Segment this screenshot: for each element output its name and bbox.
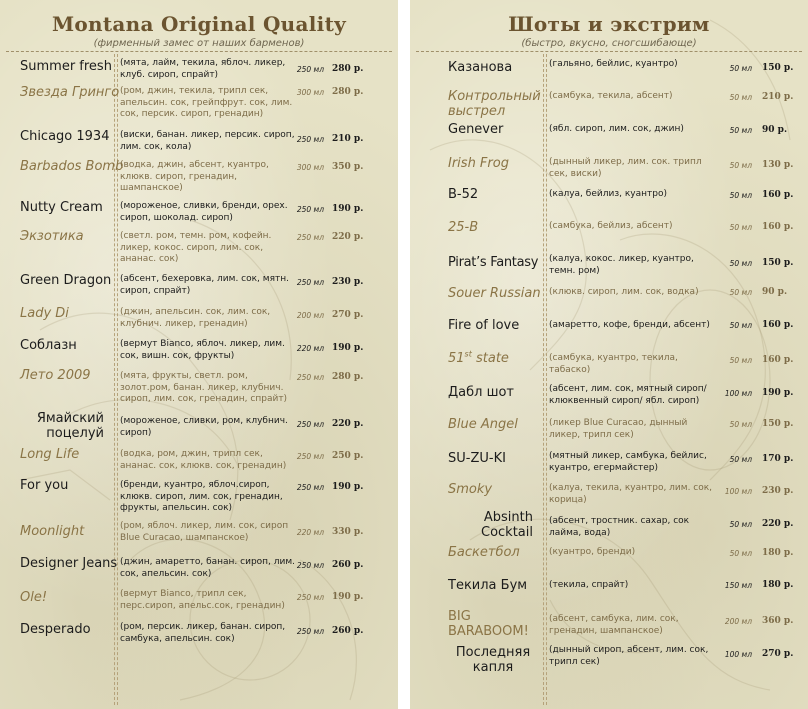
- item-ingredients: (мята, фрукты, светл. ром, золот.ром, банан. ликер, клубнич. сироп, лим. сок, гренадин, спрайт): [120, 371, 288, 404]
- item-ingredients: (мороженое, сливки, ром, клубнич. сироп): [120, 416, 288, 438]
- item-volume: 50 мл: [729, 549, 752, 558]
- item-ingredients: (абсент, самбука, лим. сок, гренадин, шампанское): [549, 614, 679, 636]
- item-ingredients: (мятный ликер, самбука, бейлис, куантро, егермайстер): [549, 451, 707, 473]
- item-ingredients: (самбука, куантро, текила, табаско): [549, 353, 678, 375]
- item-volume: 250 мл: [296, 420, 324, 429]
- item-price: 180 р.: [762, 580, 794, 590]
- item-name: Последняя капля: [455, 645, 531, 675]
- item-name: Ole!: [20, 590, 48, 605]
- item-name: BIG BARABOOM!: [448, 609, 529, 639]
- item-name: Moonlight: [20, 524, 85, 539]
- item-name-superscript: st: [464, 349, 472, 359]
- item-name: Designer Jeans: [20, 556, 118, 571]
- item-ingredients: (текила, спрайт): [549, 580, 629, 590]
- item-name: Chicago 1934: [20, 129, 110, 144]
- item-price: 170 р.: [762, 454, 794, 464]
- item-ingredients: (мороженое, сливки, бренди, орех. сироп, шоколад. сироп): [120, 201, 288, 223]
- item-name: B-52: [448, 187, 479, 202]
- item-volume: 250 мл: [296, 561, 324, 570]
- item-ingredients: (амаретто, кофе, бренди, абсент): [549, 320, 710, 330]
- item-price: 190 р.: [332, 482, 364, 492]
- item-name: Genever: [448, 122, 504, 137]
- item-price: 90 р.: [762, 125, 788, 135]
- item-name: Green Dragon: [20, 273, 112, 288]
- item-ingredients: (дынный ликер, лим. сок. трипл сек, виски): [549, 157, 702, 179]
- item-price: 190 р.: [332, 204, 364, 214]
- item-volume: 50 мл: [729, 520, 752, 529]
- item-price: 190 р.: [762, 388, 794, 398]
- item-name: Дабл шот: [448, 385, 515, 400]
- item-price: 260 р.: [332, 560, 364, 570]
- item-volume: 250 мл: [296, 373, 324, 382]
- item-name: Звезда Гринго: [20, 85, 120, 100]
- menu-page-cocktails: [0, 0, 398, 709]
- item-price: 210 р.: [332, 134, 364, 144]
- page-subtitle: (быстро, вкусно, сногсшибающе): [521, 38, 697, 49]
- item-price: 90 р.: [762, 287, 788, 297]
- item-price: 160 р.: [762, 190, 794, 200]
- item-volume: 250 мл: [296, 233, 324, 242]
- item-name: Соблазн: [20, 338, 77, 353]
- item-price: 190 р.: [332, 592, 364, 602]
- item-ingredients: (калуа, бейлиз, куантро): [549, 189, 667, 199]
- item-name: Fire of love: [448, 318, 520, 333]
- item-name-number: 51: [448, 351, 465, 366]
- item-volume: 250 мл: [296, 627, 324, 636]
- item-volume: 50 мл: [729, 93, 752, 102]
- item-ingredients: (дынный сироп, абсент, лим. сок, трипл сек): [549, 645, 709, 667]
- item-price: 270 р.: [332, 310, 364, 320]
- item-name: Nutty Cream: [20, 200, 103, 215]
- item-name: Текила Бум: [448, 578, 528, 593]
- item-volume: 50 мл: [729, 288, 752, 297]
- item-name: Irish Frog: [448, 156, 509, 171]
- item-ingredients: (клюкв. сироп, лим. сок, водка): [549, 287, 699, 297]
- item-volume: 250 мл: [296, 593, 324, 602]
- page-subtitle: (фирменный замес от наших барменов): [93, 38, 305, 49]
- item-volume: 50 мл: [729, 126, 752, 135]
- item-name: Контрольный выстрел: [448, 89, 541, 119]
- item-name: Баскетбол: [448, 545, 520, 560]
- item-volume: 100 мл: [724, 389, 752, 398]
- item-price: 280 р.: [332, 87, 364, 97]
- item-ingredients: (джин, амаретто, банан. сироп, лим. сок, апельсин. сок): [120, 557, 296, 579]
- item-name: SU-ZU-KI: [448, 451, 506, 466]
- item-ingredients: (куантро, бренди): [549, 547, 636, 557]
- item-name: Desperado: [20, 622, 91, 637]
- item-volume: 220 мл: [296, 344, 324, 353]
- item-ingredients: (абсент, лим. сок, мятный сироп/ клюквенный сироп/ ябл. сироп): [549, 384, 707, 406]
- item-ingredients: (ром, персик. ликер, банан. сироп, самбука, апельсин. сок): [120, 622, 286, 644]
- item-name: Souer Russian: [448, 286, 541, 301]
- item-ingredients: (мята, лайм, текила, яблоч. ликер, клуб. сироп, спрайт): [120, 58, 286, 80]
- item-price: 130 р.: [762, 160, 794, 170]
- item-price: 150 р.: [762, 63, 794, 73]
- item-volume: 220 мл: [296, 528, 324, 537]
- item-price: 160 р.: [762, 320, 794, 330]
- menu-list: [0, 0, 398, 709]
- item-ingredients: (джин, апельсин. сок, лим. сок, клубнич. ликер, гренадин): [120, 307, 271, 329]
- item-volume: 200 мл: [296, 311, 324, 320]
- item-price: 260 р.: [332, 626, 364, 636]
- item-price: 150 р.: [762, 419, 794, 429]
- page-title: Montana Original Quality: [51, 12, 347, 36]
- item-price: 270 р.: [762, 649, 794, 659]
- item-ingredients: (ликер Blue Curacao, дынный ликер, трипл сек): [549, 418, 688, 440]
- item-volume: 100 мл: [724, 487, 752, 496]
- item-ingredients: (водка, ром, джин, трипл сек, ананас. сок, клюкв. сок, гренадин): [120, 449, 287, 471]
- item-volume: 250 мл: [296, 65, 324, 74]
- item-price: 220 р.: [332, 232, 364, 242]
- item-volume: 50 мл: [729, 64, 752, 73]
- item-ingredients: (ябл. сироп, лим. сок, джин): [549, 124, 684, 134]
- item-ingredients: (гальяно, бейлис, куантро): [549, 59, 678, 69]
- item-price: 190 р.: [332, 343, 364, 353]
- item-volume: 50 мл: [729, 420, 752, 429]
- item-price: 180 р.: [762, 548, 794, 558]
- item-name: Barbados Bomb: [20, 159, 124, 174]
- item-volume: 250 мл: [296, 135, 324, 144]
- item-name: 25-B: [448, 220, 479, 235]
- item-volume: 250 мл: [296, 483, 324, 492]
- item-volume: 250 мл: [296, 452, 324, 461]
- item-price: 160 р.: [762, 222, 794, 232]
- item-ingredients: (самбука, бейлиз, абсент): [549, 221, 673, 231]
- menu-list: [410, 0, 808, 709]
- item-ingredients: (светл. ром, темн. ром, кофейн. ликер, кокос. сироп, лим. сок, ананас. сок): [120, 231, 272, 264]
- item-name: Лето 2009: [20, 368, 91, 383]
- item-volume: 250 мл: [296, 278, 324, 287]
- item-price: 280 р.: [332, 64, 364, 74]
- item-ingredients: (абсент, тростник. сахар, сок лайма, вода): [549, 516, 690, 538]
- item-volume: 50 мл: [729, 191, 752, 200]
- item-price: 230 р.: [332, 277, 364, 287]
- item-price: 350 р.: [332, 162, 364, 172]
- item-ingredients: (ром, яблоч. ликер, лим. сок, сироп Blue Curacao, шампанское): [120, 521, 289, 543]
- item-name: Ямайский поцелуй: [36, 411, 104, 441]
- item-name-suffix: state: [471, 351, 509, 366]
- item-volume: 50 мл: [729, 161, 752, 170]
- item-volume: 200 мл: [724, 617, 752, 626]
- item-ingredients: (вермут Bianco, трипл сек, перс.сироп, апельс.сок, гренадин): [120, 589, 285, 611]
- item-price: 360 р.: [762, 616, 794, 626]
- page-title: Шоты и экстрим: [508, 12, 710, 36]
- item-name: Экзотика: [20, 229, 84, 244]
- item-ingredients: (бренди, куантро, яблоч.сироп, клюкв. сироп, лим. сок, гренадин, фрукты, апельсин. сок): [120, 480, 283, 513]
- item-name: For you: [20, 478, 69, 493]
- item-ingredients: (калуа, текила, куантро, лим. сок, корица): [549, 483, 713, 505]
- item-name: [448, 351, 544, 366]
- item-ingredients: (водка, джин, абсент, куантро, клюкв. сироп, гренадин, шампанское): [120, 160, 269, 193]
- item-price: 330 р.: [332, 527, 364, 537]
- item-ingredients: (ром, джин, текила, трипл сек, апельсин. сок, грейпфрут. сок, лим. сок, персик. сироп, гренадин): [120, 86, 293, 119]
- item-price: 210 р.: [762, 92, 794, 102]
- item-ingredients: (вермут Bianco, яблоч. ликер, лим. сок, вишн. сок, фрукты): [120, 339, 285, 361]
- item-volume: 100 мл: [724, 650, 752, 659]
- item-name: Казанова: [448, 60, 513, 75]
- item-ingredients: (самбука, текила, абсент): [549, 91, 673, 101]
- item-name: Smoky: [448, 482, 493, 497]
- item-ingredients: (виски, банан. ликер, персик. сироп, лим. сок, кола): [120, 130, 295, 152]
- item-volume: 50 мл: [729, 356, 752, 365]
- item-name: Absinth Cocktail: [481, 510, 533, 540]
- item-price: 280 р.: [332, 372, 364, 382]
- item-price: 250 р.: [332, 451, 364, 461]
- menu-page-shots: [410, 0, 808, 709]
- item-ingredients: (абсент, бехеровка, лим. сок, мятн. сироп, спрайт): [120, 274, 289, 296]
- item-name: Long Life: [20, 447, 80, 462]
- item-ingredients: (калуа, кокос. ликер, куантро, темн. ром): [549, 254, 694, 276]
- item-volume: 250 мл: [296, 205, 324, 214]
- item-volume: 50 мл: [729, 259, 752, 268]
- item-price: 230 р.: [762, 486, 794, 496]
- item-price: 220 р.: [762, 519, 794, 529]
- item-name: Lady Di: [20, 306, 69, 321]
- item-name: Blue Angel: [448, 417, 518, 432]
- item-volume: 50 мл: [729, 321, 752, 330]
- item-volume: 300 мл: [296, 163, 324, 172]
- item-volume: 50 мл: [729, 455, 752, 464]
- item-name: Summer fresh: [20, 59, 112, 74]
- item-price: 150 р.: [762, 258, 794, 268]
- item-price: 220 р.: [332, 419, 364, 429]
- item-price: 160 р.: [762, 355, 794, 365]
- item-name: Pirat’s Fantasy: [448, 255, 539, 270]
- item-volume: 300 мл: [296, 88, 324, 97]
- item-volume: 50 мл: [729, 223, 752, 232]
- item-volume: 150 мл: [724, 581, 752, 590]
